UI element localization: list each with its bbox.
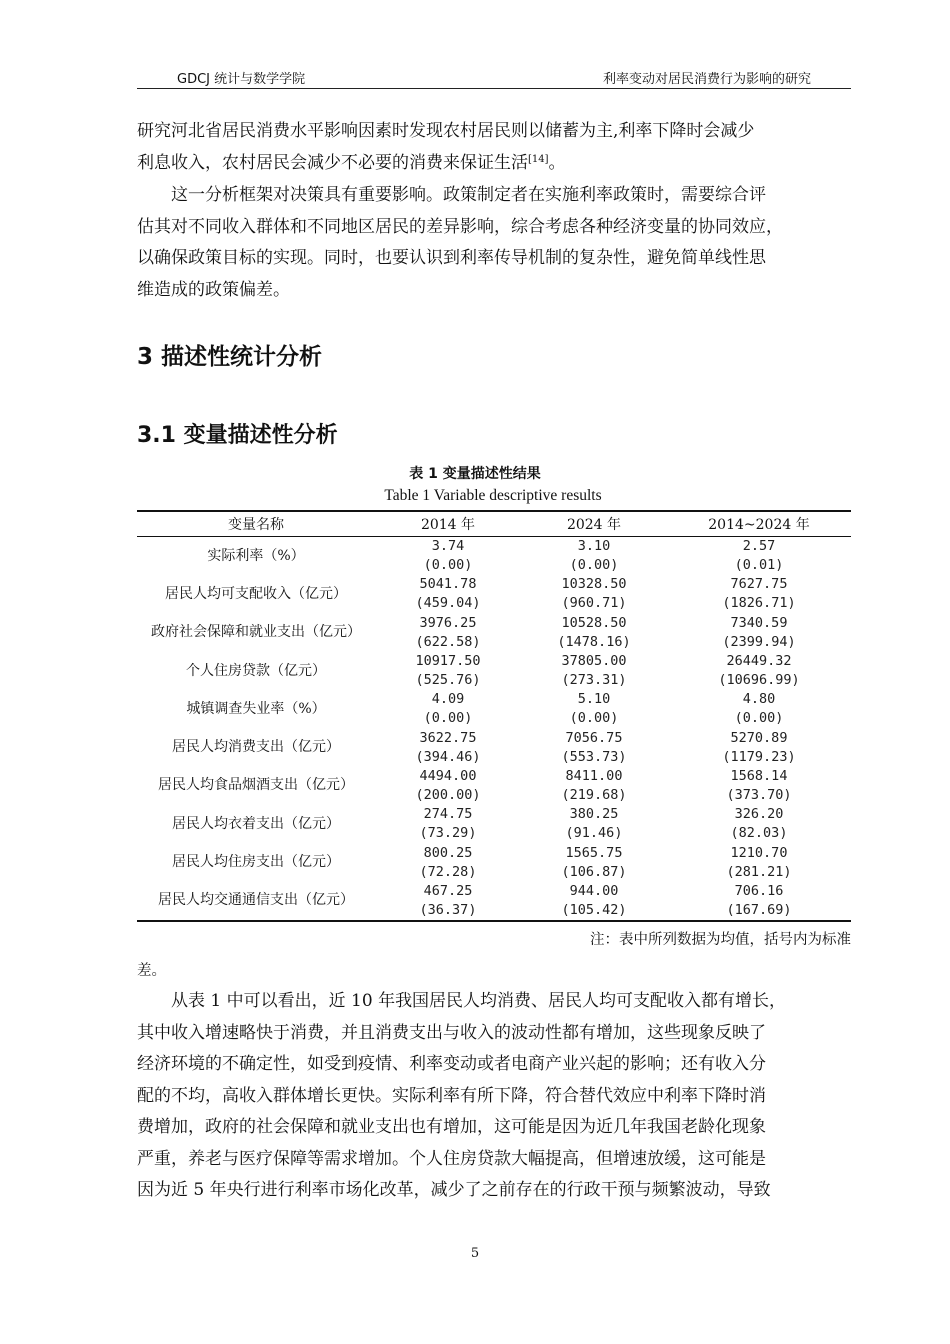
header-paper-title: 利率变动对居民消费行为影响的研究 xyxy=(602,72,811,87)
cell-2014: 3.74 (0.00) xyxy=(423,538,473,574)
analysis-paragraph xyxy=(137,986,851,1207)
cell-2024: 10528.50 (1478.16) xyxy=(557,614,631,650)
cell-2024: 10328.50 (960.71) xyxy=(561,576,627,612)
cell-2024: 1565.75 (106.87) xyxy=(561,844,627,880)
table-row xyxy=(137,575,851,613)
cell-range: 1568.14 (373.70) xyxy=(726,767,792,803)
cell-2024: 7056.75 (553.73) xyxy=(561,729,627,765)
intro-paragraph xyxy=(137,116,851,179)
table-row xyxy=(137,843,851,881)
cell-2014: 10917.50 (525.76) xyxy=(415,653,481,689)
framework-paragraph xyxy=(137,180,851,306)
text-segment: 利息收入，农村居民会减少不必要的消费来保证生活 xyxy=(137,152,528,173)
variable-name: 实际利率（%） xyxy=(207,547,305,564)
text-line: 估其对不同收入群体和不同地区居民的差异影响，综合考虑各种经济变量的协同效应， xyxy=(137,216,783,237)
text-line: 因为近 5 年央行进行利率市场化改革，减少了之前存在的行政干预与频繁波动，导致 xyxy=(137,1180,771,1200)
table-row xyxy=(137,537,851,576)
variable-name: 居民人均消费支出（亿元） xyxy=(172,739,340,756)
cell-2024: 944.00 (105.42) xyxy=(521,882,667,921)
table-row xyxy=(137,882,851,921)
cell-range: 5270.89 (1179.23) xyxy=(722,729,796,765)
text-line: 费增加，政府的社会保障和就业支出也有增加，这可能是因为近几年我国老龄化现象 xyxy=(137,1117,766,1137)
cell-2014: 5041.78 (459.04) xyxy=(415,576,481,612)
table-note: 注：表中所列数据为均值，括号内为标准 xyxy=(590,932,851,948)
descriptive-table xyxy=(137,510,851,922)
table-row xyxy=(137,728,851,766)
cell-2014: 3622.75 (394.46) xyxy=(415,729,481,765)
cell-range: 1210.70 (281.21) xyxy=(726,844,792,880)
text-segment: 。 xyxy=(548,152,566,173)
cell-2024: 5.10 (0.00) xyxy=(569,691,619,727)
text-line: 研究河北省居民消费水平影响因素时发现农村居民则以储蓄为主,利率下降时会减少 xyxy=(137,121,755,141)
text-line: 这一分析框架对决策具有重要影响。政策制定者在实施利率政策时，需要综合评 xyxy=(171,185,766,205)
table-caption-cn: 表 1 变量描述性结果 xyxy=(409,466,541,482)
header-2024: 2024 年 xyxy=(521,511,667,537)
cell-range: 7627.75 (1826.71) xyxy=(722,576,796,612)
text-line: 从表 1 中可以看出，近 10 年我国居民人均消费、居民人均可支配收入都有增长， xyxy=(171,991,787,1011)
table-row xyxy=(137,767,851,805)
text-line: 配的不均，高收入群体增长更快。实际利率有所下降，符合替代效应中利率下降时消 xyxy=(137,1085,766,1106)
cell-2024: 3.10 (0.00) xyxy=(569,538,619,574)
cell-range: 26449.32 (10696.99) xyxy=(718,653,800,689)
table-caption-en: Table 1 Variable descriptive results xyxy=(384,487,602,504)
table-row xyxy=(137,690,851,728)
text-line: 维造成的政策偏差。 xyxy=(137,279,290,300)
variable-name: 城镇调查失业率（%） xyxy=(186,700,326,717)
cell-2014: 467.25 (36.37) xyxy=(375,882,521,921)
table-header-row xyxy=(137,511,851,537)
text-line: 经济环境的不确定性，如受到疫情、利率变动或者电商产业兴起的影响；还有收入分 xyxy=(137,1054,766,1074)
variable-name: 居民人均住房支出（亿元） xyxy=(172,854,340,871)
header-2014: 2014 年 xyxy=(375,511,521,537)
text-line: 严重，养老与医疗保障等需求增加。个人住房贷款大幅提高，但增速放缓，这可能是 xyxy=(137,1148,766,1169)
cell-range: 2.57 (0.01) xyxy=(734,538,784,574)
table-row xyxy=(137,614,851,652)
cell-2024: 37805.00 (273.31) xyxy=(561,653,627,689)
page-header xyxy=(137,66,851,89)
table-note-continued: 差。 xyxy=(137,963,166,979)
cell-2014: 4.09 (0.00) xyxy=(423,691,473,727)
cell-range: 326.20 (82.03) xyxy=(730,806,788,842)
variable-name: 居民人均衣着支出（亿元） xyxy=(172,815,340,832)
cell-range: 7340.59 (2399.94) xyxy=(722,614,796,650)
text-line: 以确保政策目标的实现。同时，也要认识到利率传导机制的复杂性，避免简单线性思 xyxy=(137,248,766,268)
cell-2014: 800.25 (72.28) xyxy=(419,844,477,880)
text-line: 其中收入增速略快于消费，并且消费支出与收入的波动性都有增加，这些现象反映了 xyxy=(137,1022,766,1043)
table-row xyxy=(137,805,851,843)
header-range: 2014~2024 年 xyxy=(667,511,851,537)
cell-2024: 8411.00 (219.68) xyxy=(561,767,627,803)
page-number: 5 xyxy=(470,1246,480,1261)
cell-2014: 274.75 (73.29) xyxy=(419,806,477,842)
table-row xyxy=(137,652,851,690)
variable-name: 个人住房贷款（亿元） xyxy=(186,662,326,679)
cell-range: 706.16 (167.69) xyxy=(667,882,851,921)
citation: [14] xyxy=(528,153,549,165)
cell-2024: 380.25 (91.46) xyxy=(565,806,623,842)
cell-2014: 4494.00 (200.00) xyxy=(415,767,481,803)
header-school: GDCJ 统计与数学学院 xyxy=(177,72,306,87)
variable-name: 居民人均可支配收入（亿元） xyxy=(165,585,347,602)
variable-name: 居民人均交通通信支出（亿元） xyxy=(137,882,375,921)
section-title: 3 描述性统计分析 xyxy=(137,344,323,370)
subsection-title: 3.1 变量描述性分析 xyxy=(137,423,338,448)
header-variable: 变量名称 xyxy=(137,511,375,537)
variable-name: 居民人均食品烟酒支出（亿元） xyxy=(158,777,354,794)
cell-2014: 3976.25 (622.58) xyxy=(415,614,481,650)
variable-name: 政府社会保障和就业支出（亿元） xyxy=(151,624,361,641)
cell-range: 4.80 (0.00) xyxy=(734,691,784,727)
text-line xyxy=(137,148,851,180)
